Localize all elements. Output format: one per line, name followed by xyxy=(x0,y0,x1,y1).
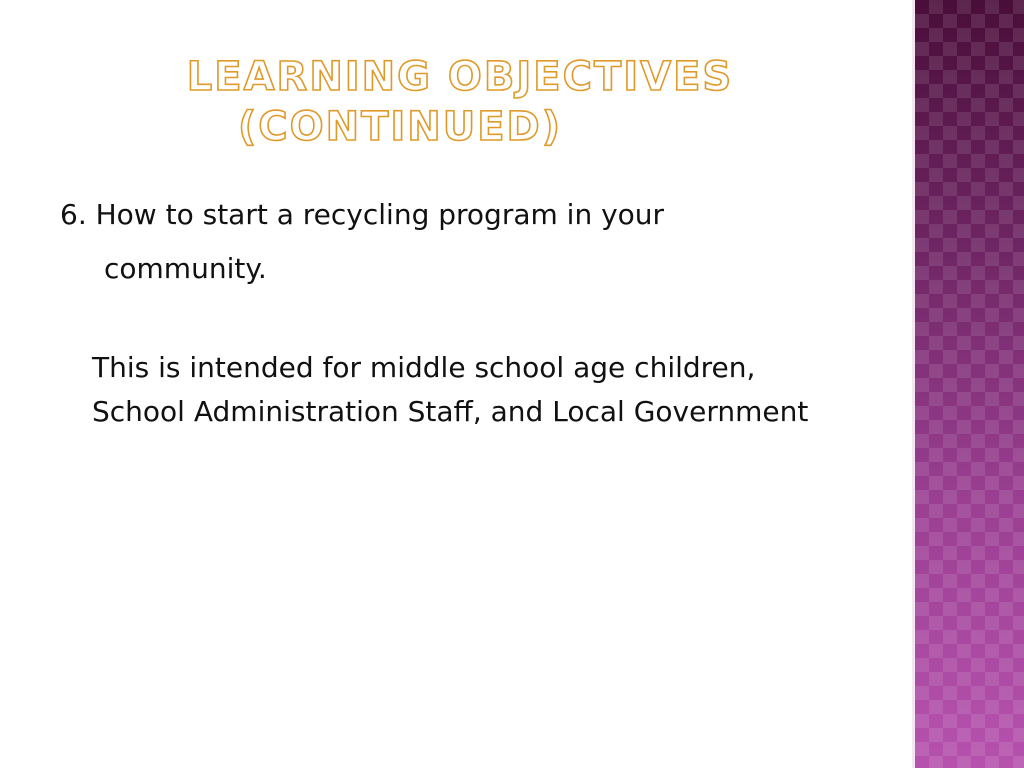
title-line-2: (CONTINUED) xyxy=(237,104,563,150)
slide-title xyxy=(120,52,800,152)
objective-line-1: 6. How to start a recycling program in your xyxy=(60,198,665,231)
objective-item xyxy=(60,188,820,296)
objective-line-2: community. xyxy=(104,252,267,285)
title-line-1: LEARNING OBJECTIVES xyxy=(186,54,734,100)
decorative-side-panel xyxy=(912,0,1024,768)
audience-note: This is intended for middle school age children, School Administration Staff, and Local Government xyxy=(92,351,809,428)
